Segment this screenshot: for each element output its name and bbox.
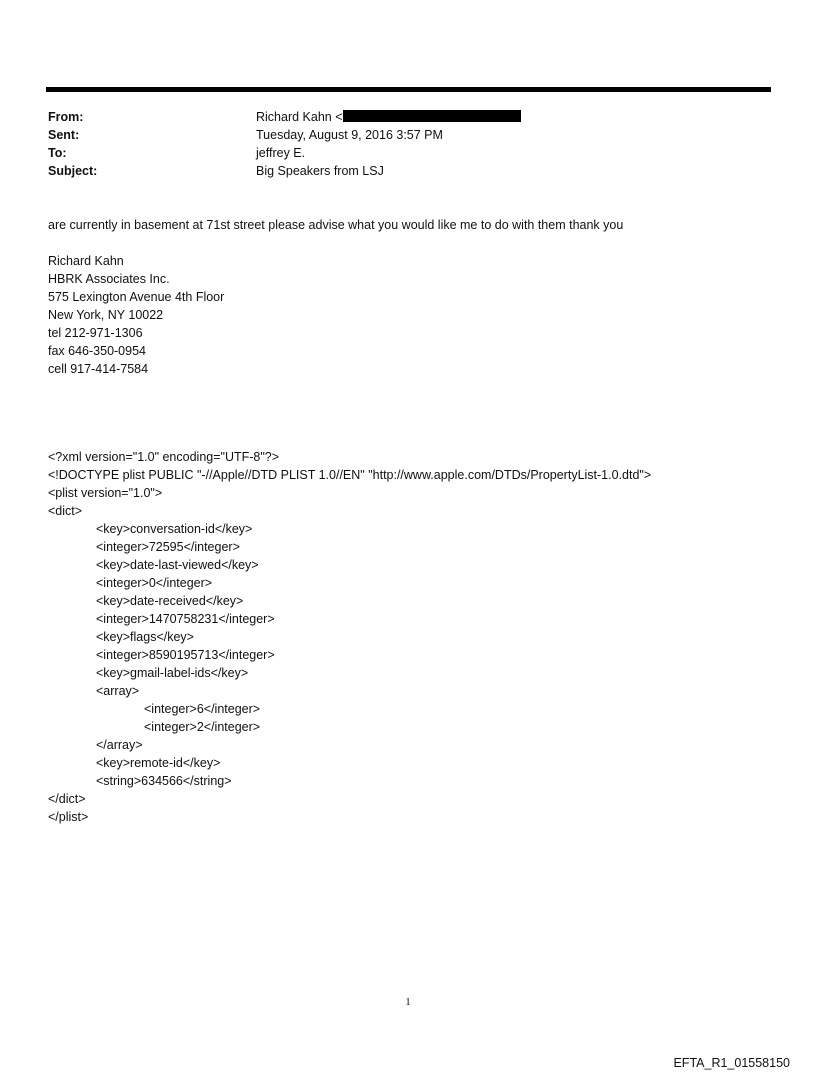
xml-line: <key>date-received</key> (96, 594, 244, 608)
xml-line: <key>gmail-label-ids</key> (96, 666, 249, 680)
plist-metadata (48, 448, 788, 826)
xml-line: <integer>0</integer> (96, 576, 213, 590)
sent-value: Tuesday, August 9, 2016 3:57 PM (256, 128, 443, 142)
signature-line: Richard Kahn (48, 254, 124, 268)
subject-label: Subject: (48, 164, 98, 178)
xml-line: <string>634566</string> (96, 774, 232, 788)
signature-line: fax 646-350-0954 (48, 344, 146, 358)
xml-line: </array> (96, 738, 143, 752)
header-divider (46, 87, 771, 92)
document-id: EFTA_R1_01558150 (673, 1056, 790, 1070)
sent-row (48, 126, 768, 144)
xml-line: <integer>1470758231</integer> (96, 612, 275, 626)
xml-line: <key>flags</key> (96, 630, 194, 644)
signature-line: HBRK Associates Inc. (48, 272, 170, 286)
from-name: Richard Kahn < (256, 110, 343, 124)
xml-line: <integer>2</integer> (144, 720, 261, 734)
email-header (48, 108, 768, 180)
xml-line: <?xml version="1.0" encoding="UTF-8"?> (48, 450, 280, 464)
redaction-bar (343, 110, 521, 122)
xml-line: <plist version="1.0"> (48, 486, 163, 500)
xml-line: <key>conversation-id</key> (96, 522, 253, 536)
from-value (256, 108, 768, 126)
xml-line: <integer>6</integer> (144, 702, 261, 716)
from-label: From: (48, 110, 84, 124)
to-value: jeffrey E. (256, 146, 306, 160)
blank-line (48, 234, 788, 252)
signature (48, 252, 788, 378)
signature-line: tel 212-971-1306 (48, 326, 143, 340)
subject-value: Big Speakers from LSJ (256, 164, 384, 178)
subject-row (48, 162, 768, 180)
email-body (48, 216, 788, 378)
signature-line: 575 Lexington Avenue 4th Floor (48, 290, 225, 304)
xml-line: <!DOCTYPE plist PUBLIC "-//Apple//DTD PLIST 1.0//EN" "http://www.apple.com/DTDs/PropertyList-1.0.dtd"> (48, 468, 652, 482)
page-number: 1 (405, 996, 411, 1008)
xml-line: </plist> (48, 810, 89, 824)
sent-label: Sent: (48, 128, 80, 142)
xml-line: <key>date-last-viewed</key> (96, 558, 259, 572)
from-row (48, 108, 768, 126)
xml-line: <dict> (48, 504, 83, 518)
signature-line: New York, NY 10022 (48, 308, 164, 322)
xml-line: <array> (96, 684, 140, 698)
to-row (48, 144, 768, 162)
xml-line: <integer>8590195713</integer> (96, 648, 275, 662)
to-label: To: (48, 146, 67, 160)
message-text: are currently in basement at 71st street please advise what you would like me to do with them thank you (48, 218, 624, 232)
signature-line: cell 917-414-7584 (48, 362, 149, 376)
xml-line: <key>remote-id</key> (96, 756, 221, 770)
xml-line: <integer>72595</integer> (96, 540, 240, 554)
xml-line: </dict> (48, 792, 86, 806)
